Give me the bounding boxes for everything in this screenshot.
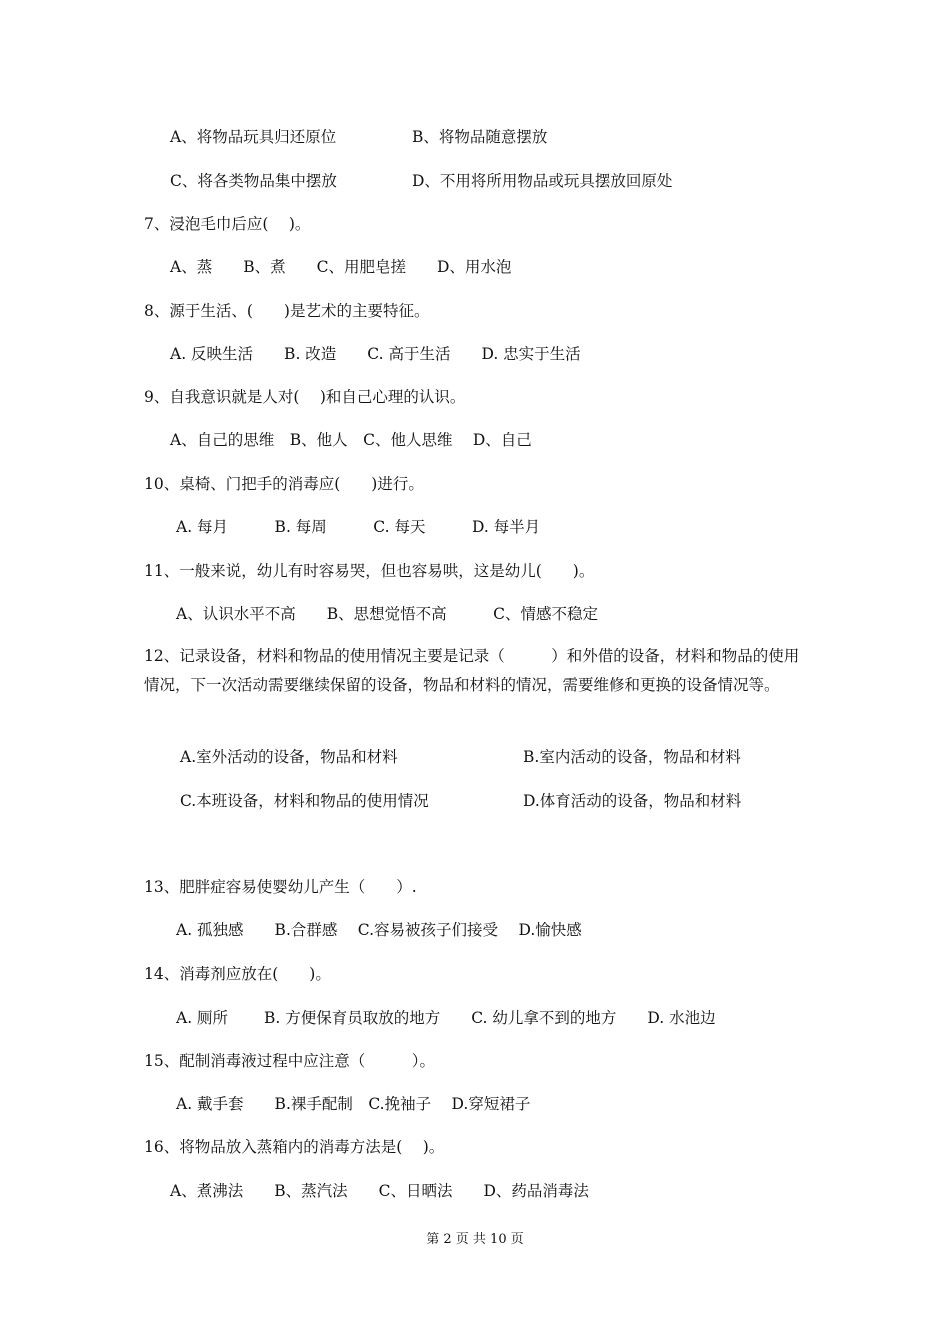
q9-question: 9、自我意识就是人对( )和自己心理的认识。 (144, 388, 466, 406)
q6-option-b: B、将物品随意摆放 (412, 128, 548, 146)
q11-options: A、认识水平不高 B、思想觉悟不高 C、情感不稳定 (176, 605, 598, 623)
q15-question: 15、配制消毒液过程中应注意（ ）。 (144, 1052, 435, 1070)
q10-question: 10、桌椅、门把手的消毒应( )进行。 (144, 475, 424, 493)
q8-question: 8、源于生活、( )是艺术的主要特征。 (144, 302, 430, 320)
q16-options: A、煮沸法 B、蒸汽法 C、日晒法 D、药品消毒法 (170, 1182, 589, 1200)
q12-option-a: A.室外活动的设备，物品和材料 (180, 748, 398, 766)
q13-options: A. 孤独感 B.合群感 C.容易被孩子们接受 D.愉快感 (176, 921, 582, 939)
q9-options: A、自己的思维 B、他人 C、他人思维 D、自己 (170, 431, 532, 449)
q10-options: A. 每月 B. 每周 C. 每天 D. 每半月 (176, 518, 541, 536)
q16-question: 16、将物品放入蒸箱内的消毒方法是( )。 (144, 1138, 445, 1156)
q14-options: A. 厕所 B. 方便保育员取放的地方 C. 幼儿拿不到的地方 D. 水池边 (176, 1009, 716, 1027)
page-footer: 第 2 页 共 10 页 (426, 1232, 524, 1247)
q6-option-c: C、将各类物品集中摆放 (170, 172, 337, 190)
q14-question: 14、消毒剂应放在( )。 (144, 965, 331, 983)
q12-option-c: C.本班设备，材料和物品的使用情况 (180, 792, 429, 810)
q7-question: 7、浸泡毛巾后应( )。 (144, 215, 311, 233)
q7-options: A、蒸 B、煮 C、用肥皂搓 D、用水泡 (170, 258, 512, 276)
q12-option-d: D.体育活动的设备，物品和材料 (523, 792, 742, 810)
q11-question: 11、一般来说，幼儿有时容易哭，但也容易哄，这是幼儿( )。 (144, 562, 595, 580)
q6-option-a: A、将物品玩具归还原位 (170, 128, 337, 146)
q8-options: A. 反映生活 B. 改造 C. 高于生活 D. 忠实于生活 (170, 345, 581, 363)
q13-question: 13、肥胖症容易使婴幼儿产生（ ）. (144, 878, 417, 896)
q6-option-d: D、不用将所用物品或玩具摆放回原处 (412, 172, 673, 190)
q15-options: A. 戴手套 B.裸手配制 C.挽袖子 D.穿短裙子 (176, 1095, 531, 1113)
q12-question: 12、记录设备，材料和物品的使用情况主要是记录（ ）和外借的设备，材料和物品的使用情况，下一次活动需要继续保留的设备，物品和材料的情况，需要维修和更换的设备情况等。 (144, 647, 800, 694)
q12-option-b: B.室内活动的设备，物品和材料 (523, 748, 741, 766)
